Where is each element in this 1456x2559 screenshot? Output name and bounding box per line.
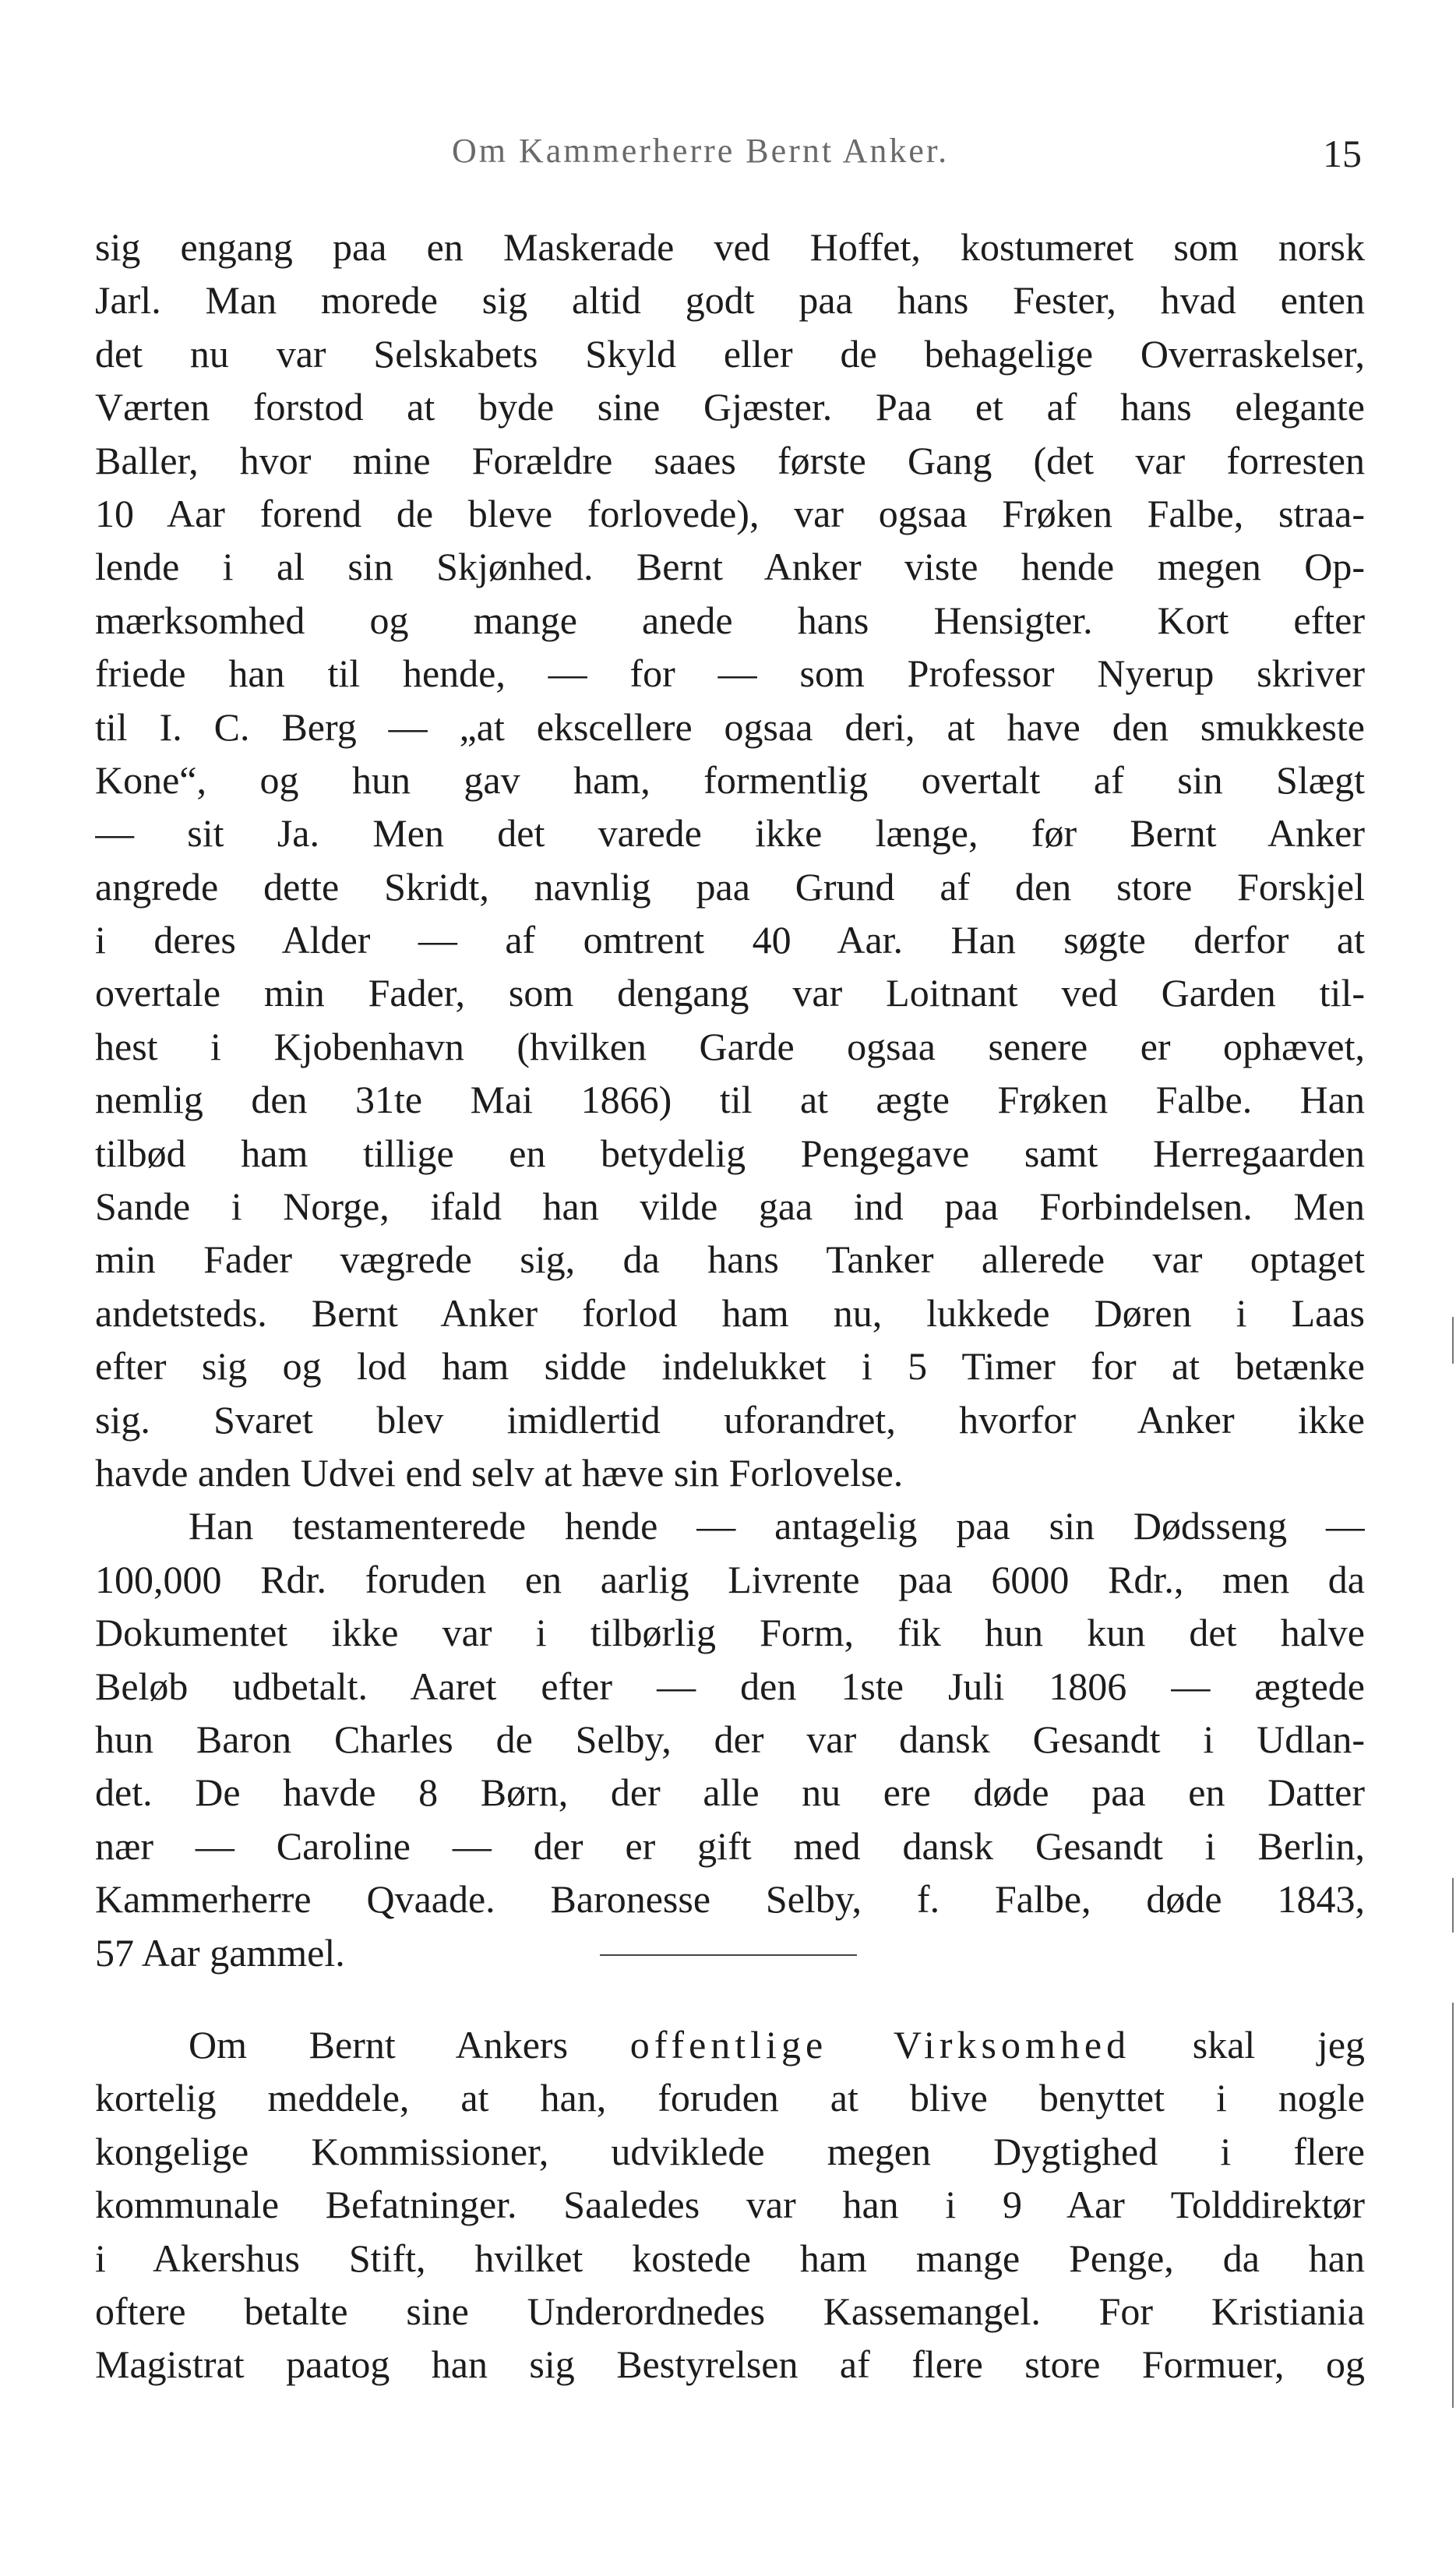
text-line: tilbød ham tillige en betydelig Pengegave samt Herregaarden [95,1131,1365,1175]
text-line: hest i Kjobenhavn (hvilken Garde ogsaa senere er ophævet, [95,1024,1365,1068]
text-line: Beløb udbetalt. Aaret efter — den 1ste Juli 1806 — ægtede [95,1664,1365,1708]
paragraph-2 [95,1499,1365,1979]
text-line: Baller, hvor mine Forældre saaes første Gang (det var forresten [95,438,1365,482]
text-line: angrede dette Skridt, navnlig paa Grund af den store Forskjel [95,864,1365,909]
text-line: Magistrat paatog han sig Bestyrelsen af flere store Formuer, og [95,2342,1365,2387]
text-line: kommunale Befatninger. Saaledes var han i 9 Aar Tolddirektør [95,2183,1365,2227]
text-line: Værten forstod at byde sine Gjæster. Paa et af hans elegante [95,385,1365,429]
text-line: 100,000 Rdr. foruden en aarlig Livrente paa 6000 Rdr., men da [95,1557,1365,1601]
text-line: mærksomhed og mange anede hans Hensigter. Kort efter [95,598,1365,642]
text-line: 10 Aar forend de bleve forlovede), var ogsaa Frøken Falbe, straa- [95,491,1365,535]
section-divider [600,1954,857,1956]
text-line [95,2018,1365,2071]
section-2-text [95,2018,1365,2391]
text-line: havde anden Udvei end selv at hæve sin Forlovelse. [95,1450,904,1495]
main-text [95,221,1365,1979]
text-line: Dokumentet ikke var i tilbørlig Form, fik hun kun det halve [95,1611,1365,1655]
margin-mark [1452,1878,1454,1932]
section-2-opening: Om Bernt Ankers [189,2023,569,2067]
text-line: min Fader vægrede sig, da hans Tanker allerede var optaget [95,1237,1365,1282]
text-line: oftere betalte sine Underordnedes Kassemangel. For Kristiania [95,2289,1365,2333]
text-line: Kone“, og hun gav ham, formentlig overtalt af sin Slægt [95,757,1365,802]
text-line: i Akershus Stift, hvilket kostede ham mange Penge, da han [95,2236,1365,2280]
page-number: 15 [1323,132,1362,175]
text-line: — sit Ja. Men det varede ikke længe, før Bernt Anker [95,811,1365,856]
text-line: det nu var Selskabets Skyld eller de behagelige Overraskelser, [95,331,1365,376]
margin-mark [1452,2003,1454,2408]
text-line: 57 Aar gammel. [95,1930,345,1975]
text-line: andetsteds. Bernt Anker forlod ham nu, lukkede Døren i Laas [95,1290,1365,1335]
text-line: Kammerherre Qvaade. Baronesse Selby, f. Falbe, døde 1843, [95,1877,1365,1922]
text-line: kongelige Kommissioner, udviklede megen Dygtighed i flere [95,2129,1365,2173]
text-line: Jarl. Man morede sig altid godt paa hans Fester, hvad enten [95,278,1365,323]
running-title: Om Kammerherre Bernt Anker. [452,132,950,170]
section-2-opening-end: skal jeg [1192,2023,1365,2067]
text-line: til I. C. Berg — „at ekscellere ogsaa deri, at have den smukkeste [95,704,1365,749]
text-line: overtale min Fader, som dengang var Loitnant ved Garden til- [95,971,1365,1015]
text-line: sig. Svaret blev imidlertid uforandret, hvorfor Anker ikke [95,1397,1365,1442]
text-line: det. De havde 8 Børn, der alle nu ere døde paa en Datter [95,1770,1365,1815]
margin-mark [1452,1317,1454,1364]
paragraph-1 [95,221,1365,1499]
text-line: kortelig meddele, at han, foruden at blive benyttet i nogle [95,2076,1365,2120]
text-line: lende i al sin Skjønhed. Bernt Anker viste hende megen Op- [95,545,1365,589]
text-line: i deres Alder — af omtrent 40 Aar. Han søgte derfor at [95,918,1365,962]
text-line: efter sig og lod ham sidde indelukket i 5 Timer for at betænke [95,1344,1365,1389]
text-line: hun Baron Charles de Selby, der var dansk Gesandt i Udlan- [95,1717,1365,1761]
text-line: sig engang paa en Maskerade ved Hoffet, kostumeret som norsk [95,225,1365,269]
text-line: friede han til hende, — for — som Professor Nyerup skriver [95,651,1365,696]
text-line: Sande i Norge, ifald han vilde gaa ind paa Forbindelsen. Men [95,1184,1365,1229]
text-line: Han testamenterede hende — antagelig paa sin Dødsseng — [189,1504,1365,1548]
spaced-emphasis: offentlige Virksomhed [629,2023,1131,2067]
text-line: nær — Caroline — der er gift med dansk Gesandt i Berlin, [95,1823,1365,1868]
text-line: nemlig den 31te Mai 1866) til at ægte Frøken Falbe. Han [95,1078,1365,1122]
